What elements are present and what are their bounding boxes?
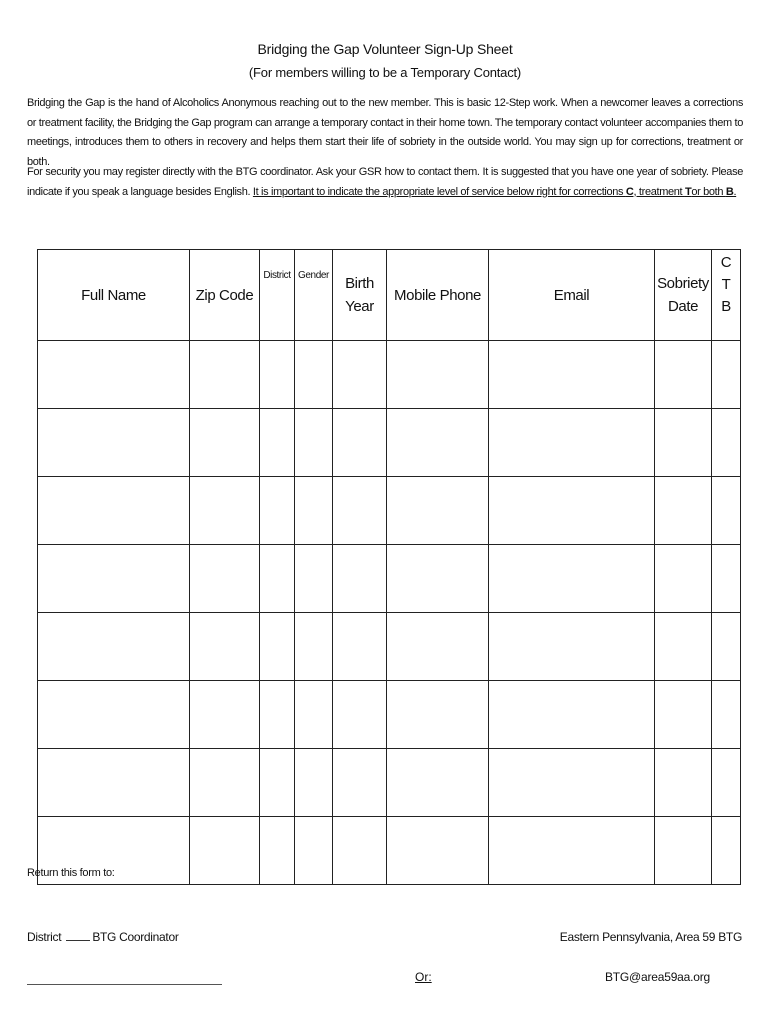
cell-service-level[interactable]: [712, 681, 741, 749]
district-blank[interactable]: [66, 930, 90, 941]
cell-birth-year[interactable]: [333, 409, 387, 477]
cell-service-level[interactable]: [712, 341, 741, 409]
corrections-code: C: [625, 185, 634, 198]
cell-zip-code[interactable]: [190, 341, 260, 409]
table-row: [38, 477, 741, 545]
cell-email[interactable]: [489, 749, 655, 817]
cell-mobile-phone[interactable]: [387, 613, 489, 681]
header-district: District: [260, 250, 295, 341]
cell-sobriety-date[interactable]: [655, 817, 712, 885]
cell-zip-code[interactable]: [190, 545, 260, 613]
cell-full-name[interactable]: [38, 545, 190, 613]
cell-sobriety-date[interactable]: [655, 341, 712, 409]
service-note-part: , treatment: [633, 185, 685, 198]
cell-full-name[interactable]: [38, 681, 190, 749]
cell-gender[interactable]: [295, 341, 333, 409]
cell-birth-year[interactable]: [333, 613, 387, 681]
cell-sobriety-date[interactable]: [655, 545, 712, 613]
cell-zip-code[interactable]: [190, 749, 260, 817]
header-t-label: T: [721, 276, 731, 293]
cell-mobile-phone[interactable]: [387, 749, 489, 817]
header-birth-year: [333, 250, 387, 341]
service-note-part: or both: [691, 185, 726, 198]
header-b-label: B: [721, 298, 731, 315]
cell-sobriety-date[interactable]: [655, 409, 712, 477]
cell-birth-year[interactable]: [333, 681, 387, 749]
cell-sobriety-date[interactable]: [655, 681, 712, 749]
or-label: Or:: [415, 970, 432, 984]
cell-email[interactable]: [489, 817, 655, 885]
table-row: [38, 749, 741, 817]
header-service-level: [712, 250, 741, 341]
cell-zip-code[interactable]: [190, 681, 260, 749]
cell-full-name[interactable]: [38, 341, 190, 409]
coordinator-signature-line[interactable]: [27, 984, 222, 985]
cell-birth-year[interactable]: [333, 341, 387, 409]
cell-district[interactable]: [260, 817, 295, 885]
cell-sobriety-date[interactable]: [655, 749, 712, 817]
header-full-name: Full Name: [38, 250, 190, 341]
cell-mobile-phone[interactable]: [387, 817, 489, 885]
cell-district[interactable]: [260, 341, 295, 409]
cell-full-name[interactable]: [38, 749, 190, 817]
cell-mobile-phone[interactable]: [387, 545, 489, 613]
cell-email[interactable]: [489, 681, 655, 749]
cell-gender[interactable]: [295, 409, 333, 477]
coordinator-line: [27, 930, 179, 944]
table-row: [38, 817, 741, 885]
cell-service-level[interactable]: [712, 613, 741, 681]
cell-full-name[interactable]: [38, 477, 190, 545]
cell-sobriety-date[interactable]: [655, 477, 712, 545]
treatment-code: T: [684, 185, 692, 198]
cell-district[interactable]: [260, 749, 295, 817]
header-date-label: Date: [667, 298, 699, 315]
cell-birth-year[interactable]: [333, 749, 387, 817]
cell-gender[interactable]: [295, 613, 333, 681]
cell-birth-year[interactable]: [333, 545, 387, 613]
coordinator-suffix: BTG Coordinator: [92, 930, 179, 944]
cell-birth-year[interactable]: [333, 817, 387, 885]
header-mobile-phone: Mobile Phone: [387, 250, 489, 341]
cell-sobriety-date[interactable]: [655, 613, 712, 681]
table-row: [38, 341, 741, 409]
cell-zip-code[interactable]: [190, 409, 260, 477]
cell-gender[interactable]: [295, 545, 333, 613]
table-row: [38, 613, 741, 681]
cell-email[interactable]: [489, 477, 655, 545]
header-zip-code: Zip Code: [190, 250, 260, 341]
header-c-label: C: [720, 254, 732, 271]
service-note-part: .: [733, 185, 737, 198]
cell-service-level[interactable]: [712, 545, 741, 613]
cell-full-name[interactable]: [38, 613, 190, 681]
cell-email[interactable]: [489, 341, 655, 409]
cell-service-level[interactable]: [712, 477, 741, 545]
cell-gender[interactable]: [295, 681, 333, 749]
cell-full-name[interactable]: [38, 409, 190, 477]
cell-service-level[interactable]: [712, 749, 741, 817]
both-code: B: [725, 185, 734, 198]
form-subtitle: (For members willing to be a Temporary Contact): [248, 65, 522, 80]
header-sobriety-label: Sobriety: [657, 275, 709, 292]
cell-mobile-phone[interactable]: [387, 681, 489, 749]
cell-service-level[interactable]: [712, 409, 741, 477]
cell-district[interactable]: [260, 477, 295, 545]
cell-zip-code[interactable]: [190, 477, 260, 545]
cell-district[interactable]: [260, 409, 295, 477]
table-row: [38, 409, 741, 477]
cell-birth-year[interactable]: [333, 477, 387, 545]
instructions-text: For security you may register directly with the BTG coordinator. Ask your GSR how to contact them. It is suggested that you have one year of sobriety. Please indicate if you speak a language besides English.: [27, 166, 743, 198]
cell-email[interactable]: [489, 613, 655, 681]
header-sobriety-date: [655, 250, 712, 341]
cell-zip-code[interactable]: [190, 613, 260, 681]
table-row: [38, 681, 741, 749]
header-birth-label: Birth: [345, 275, 374, 292]
cell-mobile-phone[interactable]: [387, 341, 489, 409]
service-note-part: It is important to indicate the appropriate level of service below right for corrections: [252, 185, 626, 198]
signup-table: [37, 249, 741, 885]
cell-gender[interactable]: [295, 749, 333, 817]
cell-district[interactable]: [260, 545, 295, 613]
contact-email: BTG@area59aa.org: [604, 970, 710, 984]
district-prefix: District: [27, 930, 62, 944]
cell-email[interactable]: [489, 545, 655, 613]
cell-district[interactable]: [260, 613, 295, 681]
cell-email[interactable]: [489, 409, 655, 477]
cell-mobile-phone[interactable]: [387, 477, 489, 545]
form-title: Bridging the Gap Volunteer Sign-Up Sheet: [257, 41, 513, 57]
table-row: [38, 545, 741, 613]
header-year-label: Year: [345, 298, 374, 315]
cell-gender[interactable]: [295, 817, 333, 885]
return-label: Return this form to:: [27, 867, 115, 879]
header-gender: Gender: [295, 250, 333, 341]
table-header-row: [38, 250, 741, 341]
header-email: Email: [489, 250, 655, 341]
cell-service-level[interactable]: [712, 817, 741, 885]
region-name: Eastern Pennsylvania, Area 59 BTG: [559, 930, 742, 944]
cell-gender[interactable]: [295, 477, 333, 545]
cell-district[interactable]: [260, 681, 295, 749]
cell-zip-code[interactable]: [190, 817, 260, 885]
cell-mobile-phone[interactable]: [387, 409, 489, 477]
instructions-paragraph: [27, 163, 743, 202]
intro-paragraph: Bridging the Gap is the hand of Alcoholics Anonymous reaching out to the new member. This is basic 12-Step work. When a newcomer leaves a corrections or treatment facility, the Bridging the Gap program can arrange a temporary contact in their home town. The temporary contact volunteer accompanies them to meetings, introduces them to others in recovery and helps them start their life of sobriety in the outside world. You may sign up for corrections, treatment or both.: [27, 97, 743, 168]
service-level-note: [253, 186, 736, 198]
